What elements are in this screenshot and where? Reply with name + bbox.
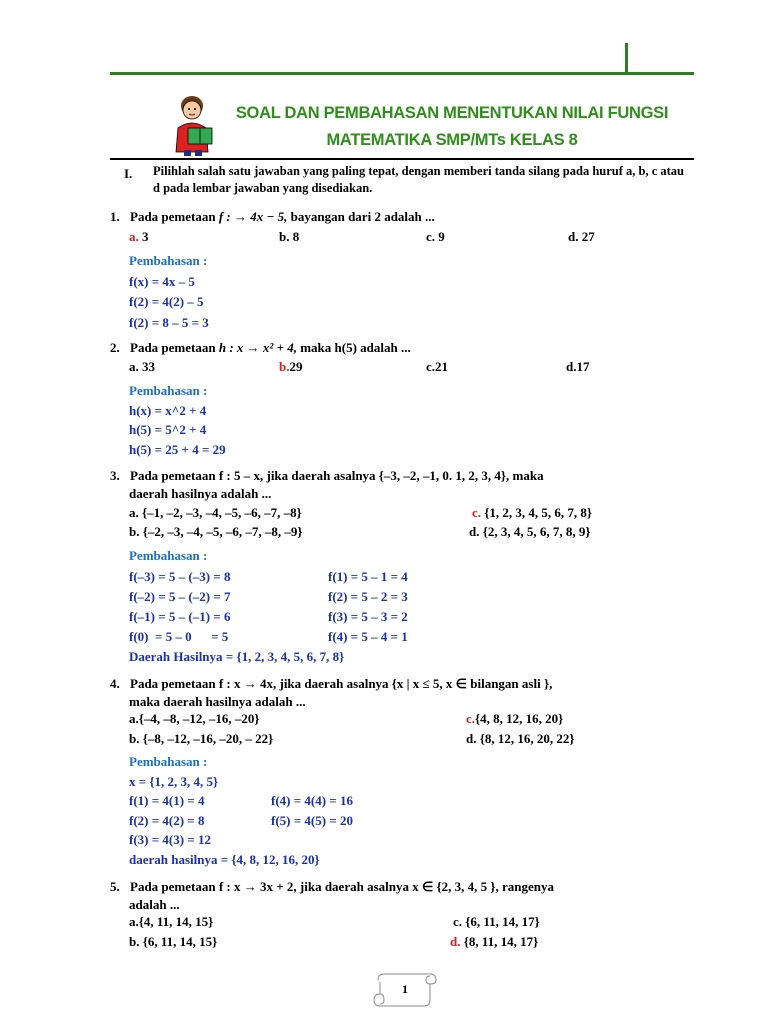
question-5-line2: adalah ...	[129, 897, 180, 912]
solution-step: f(1) = 4(1) = 4	[129, 793, 205, 808]
solution-step: f(–2) = 5 – (–2) = 7	[129, 589, 231, 604]
question-number: 3.	[110, 468, 120, 483]
pembahasan-label: Pembahasan :	[129, 253, 208, 268]
solution-step: h(x) = x^2 + 4	[129, 403, 207, 418]
option-c[interactable]	[472, 505, 592, 521]
option-d[interactable]	[469, 524, 590, 540]
option-c[interactable]	[453, 914, 540, 930]
question-text: bayangan dari 2 adalah ...	[287, 209, 435, 224]
option-d[interactable]	[450, 934, 538, 950]
header-tick	[625, 43, 628, 74]
question-4	[110, 675, 696, 692]
solution-step: h(5) = 5^2 + 4	[129, 422, 207, 437]
instruction-text: Pilihlah salah satu jawaban yang paling tepat, dengan memberi tanda silang pada huruf a, b, c atau d pada lembar jawaban yang disediakan.	[153, 164, 685, 195]
solution-conclusion: Daerah Hasilnya = {1, 2, 3, 4, 5, 6, 7, 8}	[129, 649, 345, 664]
instruction-number: I.	[124, 166, 133, 181]
option-value: 3	[142, 229, 149, 244]
option-b[interactable]	[279, 359, 302, 375]
option-value: {4, 8, 12, 16, 20}	[475, 711, 564, 726]
option-value: {–2, –3, –4, –5, –6, –7, –8, –9}	[142, 524, 303, 539]
pembahasan-label: Pembahasan :	[129, 383, 208, 398]
solution-set: x = {1, 2, 3, 4, 5}	[129, 774, 219, 789]
solution-step: f(2) = 4(2) – 5	[129, 294, 204, 309]
option-value: 33	[142, 359, 155, 374]
option-value: {–4, –8, –12, –16, –20}	[138, 711, 260, 726]
option-letter: d.	[566, 359, 577, 374]
option-b[interactable]	[129, 934, 217, 950]
option-letter: c.	[472, 505, 482, 520]
solution-step: f(3) = 5 – 3 = 2	[328, 609, 408, 624]
option-a[interactable]	[129, 505, 302, 521]
option-value: {4, 11, 14, 15}	[138, 914, 214, 929]
solution-step: f(5) = 4(5) = 20	[271, 813, 353, 828]
option-value: 17	[576, 359, 590, 374]
option-value: {8, 12, 16, 20, 22}	[479, 731, 575, 746]
header-separator	[110, 158, 694, 160]
solution-step: f(3) = 4(3) = 12	[129, 832, 211, 847]
option-value: {2, 3, 4, 5, 6, 7, 8, 9}	[482, 524, 591, 539]
option-value: {6, 11, 14, 15}	[142, 934, 218, 949]
math-expression: f : → 4x − 5,	[218, 209, 288, 224]
solution-step: f(2) = 4(2) = 8	[129, 813, 205, 828]
option-letter: a.	[129, 359, 139, 374]
option-value: 27	[581, 229, 595, 244]
option-value: 9	[438, 229, 445, 244]
question-text: Pada pemetaan f : x → 4x, jika daerah asalnya {x | x ≤ 5, x ∈ bilangan asli },	[130, 676, 553, 691]
page-title-line1: SOAL DAN PEMBAHASAN MENENTUKAN NILAI FUNGSI	[235, 104, 669, 122]
solution-step: f(x) = 4x – 5	[129, 274, 195, 289]
question-3	[110, 467, 696, 484]
solution-step: f(–1) = 5 – (–1) = 6	[129, 609, 231, 624]
option-letter: a.	[129, 505, 139, 520]
option-a[interactable]	[129, 711, 260, 727]
question-text: Pada pemetaan f : 5 – x, jika daerah asalnya {–3, –2, –1, 0. 1, 2, 3, 4}, maka	[130, 468, 544, 483]
question-2	[110, 339, 696, 356]
question-number: 4.	[110, 676, 120, 691]
option-d[interactable]	[568, 229, 595, 245]
option-value: 8	[292, 229, 300, 244]
question-3-line2: daerah hasilnya adalah ...	[129, 486, 272, 501]
option-d[interactable]	[466, 731, 574, 747]
option-letter: b.	[129, 731, 140, 746]
option-letter: d.	[450, 934, 461, 949]
question-text: Pada pemetaan	[130, 209, 219, 224]
option-letter: d.	[466, 731, 477, 746]
page-title-line2: MATEMATIKA SMP/MTs KELAS 8	[326, 131, 578, 149]
math-expression: h : x → x² + 4,	[218, 340, 297, 355]
option-letter: c.	[453, 914, 463, 929]
option-d[interactable]	[566, 359, 589, 375]
question-1	[110, 208, 696, 225]
option-value: {–8, –12, –16, –20, – 22}	[142, 731, 274, 746]
option-letter: a.	[129, 914, 139, 929]
solution-step: f(4) = 5 – 4 = 1	[328, 629, 408, 644]
option-value: {1, 2, 3, 4, 5, 6, 7, 8}	[484, 505, 593, 520]
solution-step: f(1) = 5 – 1 = 4	[328, 569, 408, 584]
option-b[interactable]	[129, 524, 302, 540]
option-a[interactable]	[129, 359, 155, 375]
solution-conclusion: daerah hasilnya = {4, 8, 12, 16, 20}	[129, 852, 320, 867]
question-number: 1.	[110, 209, 120, 224]
header-rule	[110, 72, 694, 75]
question-4-line2: maka daerah hasilnya adalah ...	[129, 694, 306, 709]
option-letter: c.	[466, 711, 476, 726]
option-value: {8, 11, 14, 17}	[463, 934, 539, 949]
option-letter: a.	[129, 229, 139, 244]
option-c[interactable]	[426, 359, 448, 375]
option-letter: d.	[469, 524, 480, 539]
pembahasan-label: Pembahasan :	[129, 754, 208, 769]
option-c[interactable]	[426, 229, 445, 245]
option-letter: b.	[129, 524, 140, 539]
option-a[interactable]	[129, 229, 149, 245]
page-number: 1	[402, 982, 408, 996]
solution-step: f(–3) = 5 – (–3) = 8	[129, 569, 231, 584]
option-b[interactable]	[279, 229, 299, 245]
option-letter: c.	[426, 229, 436, 244]
option-letter: b.	[279, 359, 290, 374]
option-b[interactable]	[129, 731, 273, 747]
solution-step: f(4) = 4(4) = 16	[271, 793, 353, 808]
option-letter: d.	[568, 229, 579, 244]
question-number: 2.	[110, 340, 120, 355]
question-5	[110, 878, 696, 895]
option-value: {6, 11, 14, 17}	[465, 914, 540, 929]
solution-step: f(0) = 5 – 0 = 5	[129, 629, 229, 644]
option-c[interactable]	[466, 711, 563, 727]
solution-step: h(5) = 25 + 4 = 29	[129, 442, 226, 457]
solution-step: f(2) = 8 – 5 = 3	[129, 315, 209, 330]
option-letter: c.	[426, 359, 436, 374]
question-text: maka h(5) adalah ...	[296, 340, 411, 355]
option-letter: b.	[129, 934, 140, 949]
reading-boy-icon	[162, 92, 228, 158]
option-value: 29	[289, 359, 303, 374]
pembahasan-label: Pembahasan :	[129, 548, 208, 563]
option-value: {–1, –2, –3, –4, –5, –6, –7, –8}	[142, 505, 302, 520]
question-text: Pada pemetaan f : x → 3x + 2, jika daerah asalnya x ∈ {2, 3, 4, 5 }, rangenya	[130, 879, 555, 894]
option-letter: b.	[279, 229, 290, 244]
question-text: Pada pemetaan	[130, 340, 219, 355]
option-a[interactable]	[129, 914, 213, 930]
question-number: 5.	[110, 879, 120, 894]
solution-step: f(2) = 5 – 2 = 3	[328, 589, 408, 604]
option-letter: a.	[129, 711, 139, 726]
option-value: 21	[435, 359, 449, 374]
